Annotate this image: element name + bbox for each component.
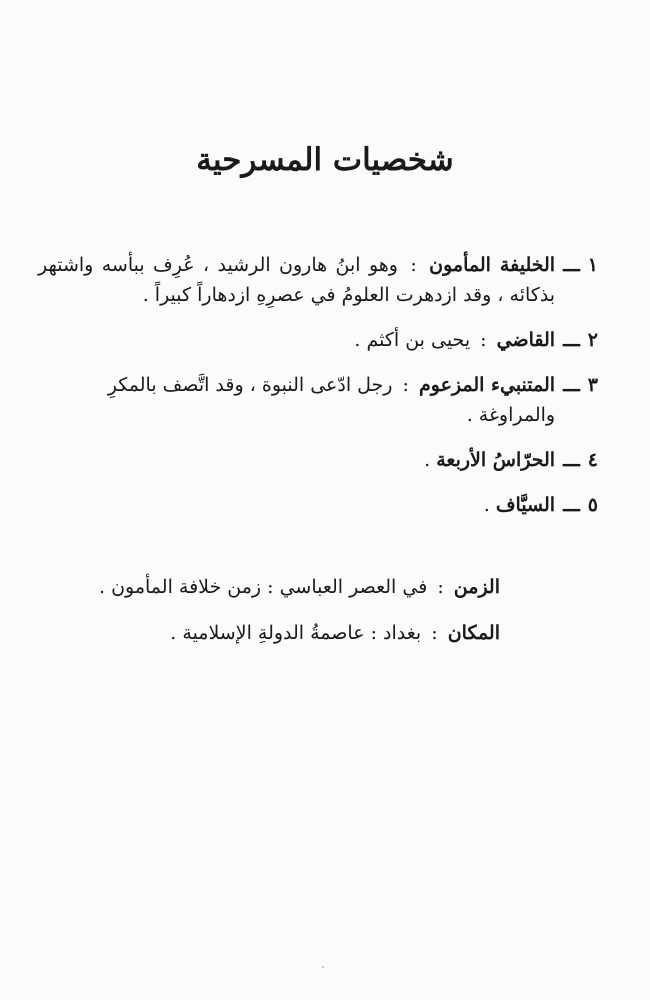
character-number: ٥ bbox=[587, 494, 598, 516]
setting-time-label: الزمن bbox=[453, 576, 500, 598]
character-item-judge bbox=[38, 325, 598, 355]
character-entry bbox=[38, 445, 555, 475]
character-description: . bbox=[483, 494, 490, 516]
character-item-caliph bbox=[38, 250, 598, 310]
character-dash: ـــ bbox=[563, 449, 580, 471]
page-title: شخصيات المسرحية bbox=[196, 142, 454, 178]
character-number: ٢ bbox=[587, 329, 598, 351]
character-description: يحيى بن أكثم . bbox=[354, 329, 471, 351]
character-item-false-prophet bbox=[38, 370, 598, 430]
character-name: القاضي bbox=[496, 329, 556, 351]
setting-place-value: بغداد : عاصمةُ الدولةِ الإسلامية . bbox=[170, 622, 422, 644]
setting-time-value: في العصر العباسي : زمن خلافة المأمون . bbox=[98, 576, 428, 598]
character-number: ٤ bbox=[587, 449, 598, 471]
setting-time-separator: : bbox=[437, 576, 444, 598]
character-separator: : bbox=[410, 254, 417, 276]
character-number: ٣ bbox=[587, 374, 598, 396]
character-name: الحرّاسُ الأربعة bbox=[436, 449, 556, 471]
setting-place bbox=[80, 618, 500, 648]
character-description: . bbox=[424, 449, 431, 471]
character-description: رجل ادّعى النبوة ، وقد اتَّصف بالمكرِ والمراوغة . bbox=[107, 374, 556, 426]
character-item-executioner bbox=[38, 490, 598, 520]
character-name: السيَّاف bbox=[495, 494, 556, 516]
characters-list bbox=[38, 250, 598, 535]
character-name: الخليفة المأمون bbox=[429, 254, 556, 276]
setting-place-label: المكان bbox=[447, 622, 500, 644]
character-separator: : bbox=[402, 374, 409, 396]
character-dash: ـــ bbox=[563, 254, 580, 276]
character-dash: ـــ bbox=[563, 329, 580, 351]
character-dash: ـــ bbox=[563, 374, 580, 396]
character-name: المتنبيء المزعوم bbox=[418, 374, 556, 396]
character-entry bbox=[38, 370, 555, 430]
setting-place-separator: : bbox=[431, 622, 438, 644]
setting-block bbox=[80, 572, 500, 664]
page-speck bbox=[322, 966, 324, 968]
character-item-guards bbox=[38, 445, 598, 475]
character-entry bbox=[38, 325, 555, 355]
character-number: ١ bbox=[587, 254, 598, 276]
setting-time bbox=[80, 572, 500, 602]
character-description: وهو ابنُ هارون الرشيد ، عُرِف ببأسه واشتهر بذكائه ، وقد ازدهرت العلومُ في عصرِهِ ازدهاراً كبيراً . bbox=[38, 254, 556, 306]
character-dash: ـــ bbox=[563, 494, 580, 516]
character-entry bbox=[38, 250, 555, 310]
character-entry bbox=[38, 490, 555, 520]
character-separator: : bbox=[480, 329, 487, 351]
